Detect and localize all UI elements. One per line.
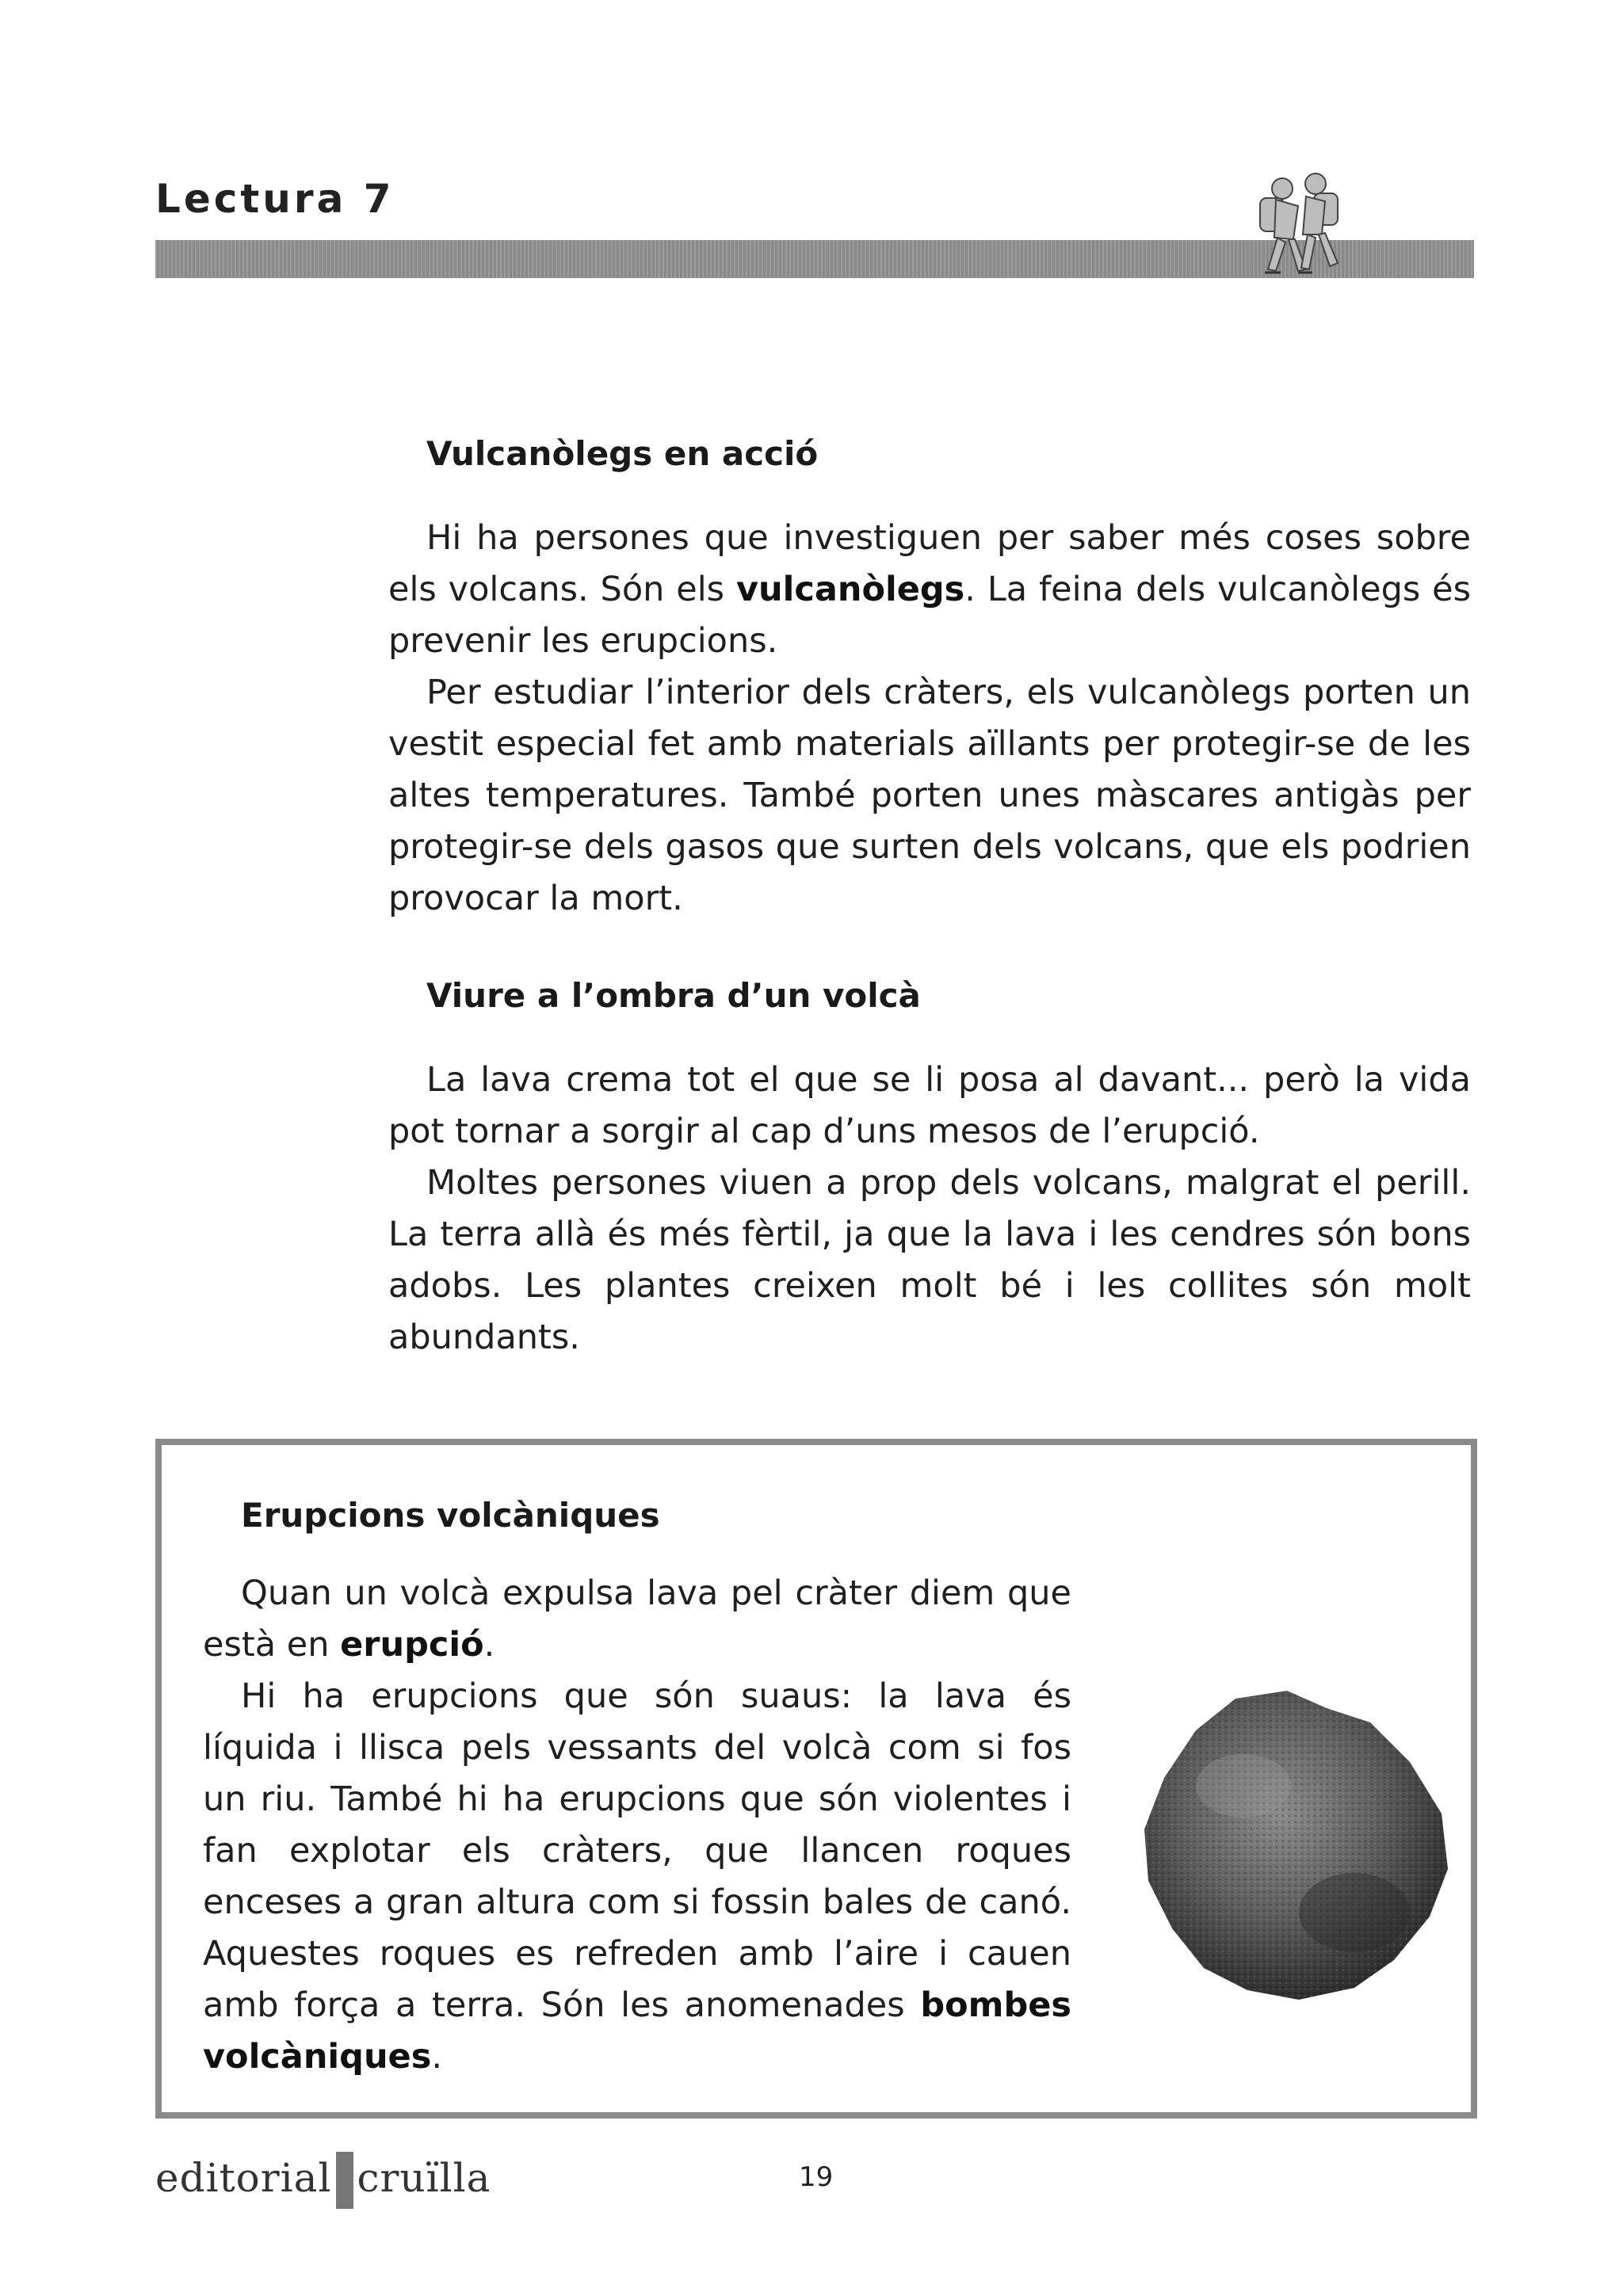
paragraph: Hi ha erupcions que són suaus: la lava és líquida i llisca pels vessants del volcà com si fos un riu. També hi ha erupcions que són violentes i fan explotar els cràters, que llancen roques enceses a gran altura com si fossin bales de canó. Aquestes roques es refreden amb l’aire i cauen amb força a terra. Són les anomenades bombes volcàniques.	[203, 1676, 1071, 2077]
paragraph: Hi ha persones que investiguen per saber més coses sobre els volcans. Són els vulcanòlegs. La feina dels vulcanòlegs és prevenir les erupcions.	[388, 518, 1471, 661]
paragraph: Quan un volcà expulsa lava pel cràter diem que està en erupció.	[203, 1573, 1071, 1665]
section-living-near-volcano	[388, 976, 1471, 1363]
page-number: 19	[799, 2161, 834, 2193]
section-vulcanologists	[388, 434, 1471, 925]
volcanic-bomb-image	[1117, 1675, 1465, 2023]
info-box-eruptions	[155, 1439, 1477, 2119]
info-box-text	[203, 1496, 1071, 2083]
hikers-illustration-icon	[1236, 166, 1363, 285]
publisher-logo: editorial cruïlla	[155, 2152, 491, 2209]
paragraph: Per estudiar l’interior dels cràters, els vulcanòlegs porten un vestit especial fet amb materials aïllants per protegir-se de les altes temperatures. També porten unes màscares antigàs per protegir-se dels gasos que surten dels volcans, que els podrien provocar la mort.	[388, 673, 1471, 918]
reading-title: Lectura 7	[155, 176, 395, 222]
box-title: Erupcions volcàniques	[241, 1496, 660, 1535]
section-title: Viure a l’ombra d’un volcà	[426, 976, 921, 1015]
publisher-mark-icon	[336, 2152, 353, 2209]
paragraph: Moltes persones viuen a prop dels volcans, malgrat el perill. La terra allà és més fèrtil, ja que la lava i les cendres són bons adobs. Les plantes creixen molt bé i les collites són molt abundants.	[388, 1163, 1471, 1357]
section-title: Vulcanòlegs en acció	[426, 434, 819, 473]
paragraph: La lava crema tot el que se li posa al davant... però la vida pot tornar a sorgir al cap d’uns mesos de l’erupció.	[388, 1060, 1471, 1151]
